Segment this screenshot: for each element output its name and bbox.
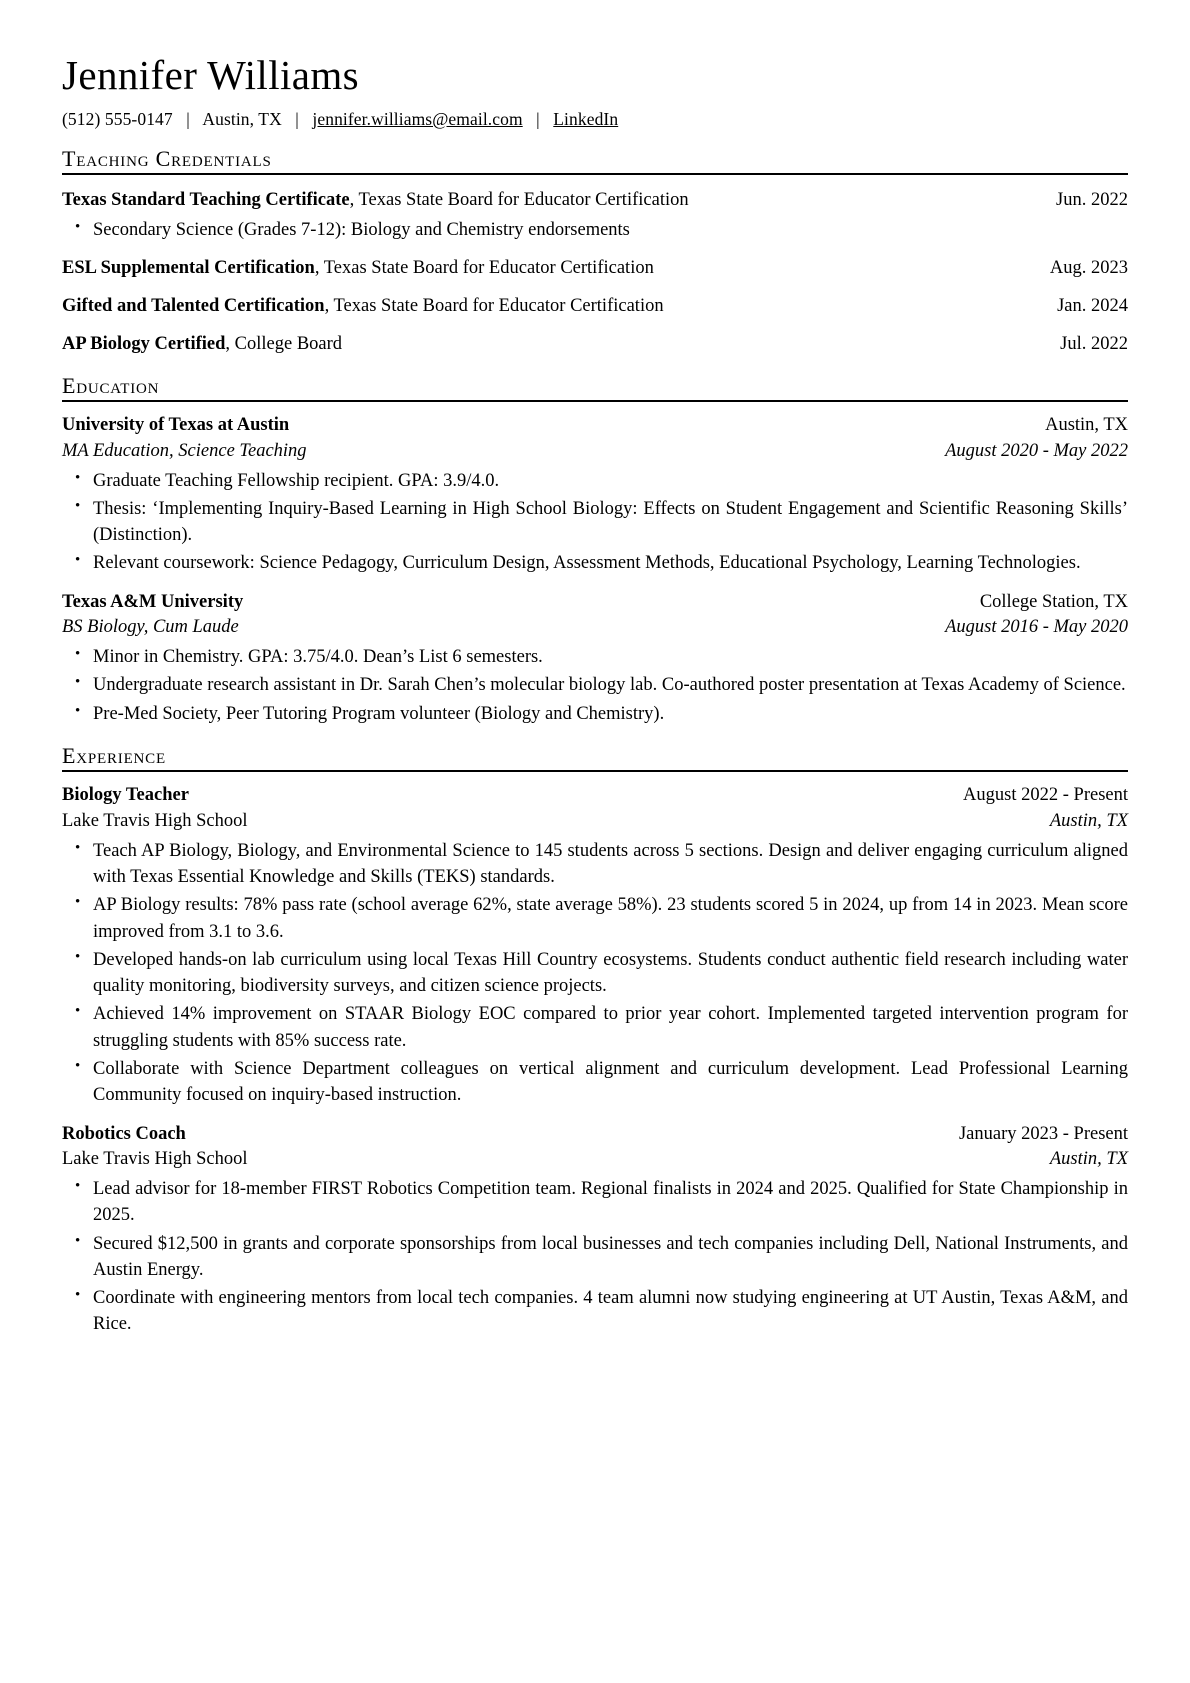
credential-comma: , xyxy=(314,258,320,279)
credential-issuer: Texas State Board for Educator Certification xyxy=(323,258,654,279)
school-name: University of Texas at Austin xyxy=(62,415,290,436)
list-item: • Graduate Teaching Fellowship recipient. GPA: 3.9/4.0. xyxy=(62,468,1128,494)
list-item: • Teach AP Biology, Biology, and Environmental Science to 145 students across 5 sections. Design and deliver engaging curriculum aligned with Texas Essential Knowledge and Skills (TEKS) standards. xyxy=(62,838,1128,891)
credential-date: Jul. 2022 xyxy=(1060,333,1128,354)
degree-dates: August 2020 - May 2022 xyxy=(945,440,1128,461)
contact-separator: | xyxy=(295,109,299,130)
credential-comma: , xyxy=(349,190,355,211)
job-title: Robotics Coach xyxy=(62,1123,186,1144)
experience-entry xyxy=(62,1122,1128,1338)
experience-bullets xyxy=(62,838,1128,1109)
education-entry-line2 xyxy=(62,439,1128,464)
list-item: • Secured $12,500 in grants and corporate sponsorships from local businesses and tech companies including Dell, National Instruments, and Austin Energy. xyxy=(62,1231,1128,1284)
experience-entry-line1 xyxy=(62,1122,1128,1147)
credential-date: Aug. 2023 xyxy=(1049,258,1128,279)
list-item: • Coordinate with engineering mentors from local tech companies. 4 team alumni now studying engineering at UT Austin, Texas A&M, and Rice. xyxy=(62,1285,1128,1338)
section-title: Teaching Credentials xyxy=(62,146,272,172)
contact-separator: | xyxy=(186,109,190,130)
list-item: • Undergraduate research assistant in Dr. Sarah Chen’s molecular biology lab. Co-authored poster presentation at Texas Academy of Science. xyxy=(62,672,1128,698)
list-item: • Achieved 14% improvement on STAAR Biology EOC compared to prior year cohort. Implemented targeted intervention program for struggling students with 85% success rate. xyxy=(62,1001,1128,1054)
credential-date: Jun. 2022 xyxy=(1056,190,1128,211)
education-entry-line2 xyxy=(62,615,1128,640)
location-text: Austin, TX xyxy=(202,109,282,130)
degree-title: MA Education, Science Teaching xyxy=(62,440,307,461)
contact-separator: | xyxy=(536,109,540,130)
job-location: Austin, TX xyxy=(1049,811,1128,832)
list-item: • Secondary Science (Grades 7-12): Biology and Chemistry endorsements xyxy=(62,217,1128,243)
section-teaching-credentials-header xyxy=(62,146,1128,175)
experience-entry-line2 xyxy=(62,1147,1128,1172)
credential-date: Jan. 2024 xyxy=(1057,296,1128,317)
job-location: Austin, TX xyxy=(1049,1149,1128,1170)
education-entry-line1 xyxy=(62,590,1128,615)
credential-issuer: Texas State Board for Educator Certification xyxy=(333,296,664,317)
list-item: • Relevant coursework: Science Pedagogy, Curriculum Design, Assessment Methods, Educational Psychology, Learning Technologies. xyxy=(62,550,1128,576)
section-rule xyxy=(62,770,1128,772)
experience-entry xyxy=(62,783,1128,1108)
list-item: • Lead advisor for 18-member FIRST Robotics Competition team. Regional finalists in 2024 and 2025. Qualified for State Championship in 2025. xyxy=(62,1176,1128,1229)
section-title: Education xyxy=(62,372,160,398)
section-rule xyxy=(62,400,1128,402)
list-item: • Minor in Chemistry. GPA: 3.75/4.0. Dean’s List 6 semesters. xyxy=(62,644,1128,670)
credential-comma: , xyxy=(225,333,231,354)
credential-name: Gifted and Talented Certification xyxy=(62,296,325,317)
credential-name: AP Biology Certified xyxy=(62,333,226,354)
credential-row xyxy=(62,294,1128,319)
candidate-name: Jennifer Williams xyxy=(62,52,360,98)
credential-issuer: Texas State Board for Educator Certification xyxy=(358,190,689,211)
education-entry xyxy=(62,590,1128,727)
section-education-header xyxy=(62,373,1128,402)
job-title: Biology Teacher xyxy=(62,785,189,806)
employer-name: Lake Travis High School xyxy=(62,1149,248,1170)
experience-bullets xyxy=(62,1176,1128,1338)
employer-name: Lake Travis High School xyxy=(62,811,248,832)
school-name: Texas A&M University xyxy=(62,591,244,612)
list-item: • Thesis: ‘Implementing Inquiry-Based Learning in High School Biology: Effects on Student Engagement and Scientific Reasoning Skills’ (Distinction). xyxy=(62,496,1128,549)
credential-issuer: College Board xyxy=(234,333,343,354)
section-title: Experience xyxy=(62,743,166,769)
experience-entry-line2 xyxy=(62,809,1128,834)
list-item: • Pre-Med Society, Peer Tutoring Program volunteer (Biology and Chemistry). xyxy=(62,701,1128,727)
section-experience-header xyxy=(62,743,1128,772)
list-item: • AP Biology results: 78% pass rate (school average 62%, state average 58%). 23 students scored 5 in 2024, up from 14 in 2023. Mean score improved from 3.1 to 3.6. xyxy=(62,892,1128,945)
degree-dates: August 2016 - May 2020 xyxy=(945,617,1128,638)
experience-entry-line1 xyxy=(62,783,1128,808)
credential-name: ESL Supplemental Certification xyxy=(62,258,315,279)
contact-line xyxy=(62,109,1128,130)
degree-title: BS Biology, Cum Laude xyxy=(62,617,239,638)
linkedin-link[interactable]: LinkedIn xyxy=(553,109,619,130)
education-bullets xyxy=(62,468,1128,577)
school-location: College Station, TX xyxy=(979,591,1128,612)
credential-row xyxy=(62,188,1128,213)
phone-number: (512) 555-0147 xyxy=(62,109,173,130)
job-dates: January 2023 - Present xyxy=(958,1123,1128,1144)
email-link[interactable]: jennifer.williams@email.com xyxy=(312,109,523,130)
credential-name: Texas Standard Teaching Certificate xyxy=(62,190,350,211)
credential-bullets xyxy=(62,217,1128,243)
education-entry-line1 xyxy=(62,413,1128,438)
credential-row xyxy=(62,256,1128,281)
school-location: Austin, TX xyxy=(1045,415,1128,436)
job-dates: August 2022 - Present xyxy=(963,785,1128,806)
education-bullets xyxy=(62,644,1128,727)
credential-comma: , xyxy=(324,296,330,317)
list-item: • Collaborate with Science Department colleagues on vertical alignment and curriculum development. Lead Professional Learning Community focused on inquiry-based instruction. xyxy=(62,1056,1128,1109)
list-item: • Developed hands-on lab curriculum using local Texas Hill Country ecosystems. Students conduct authentic field research including water quality monitoring, biodiversity surveys, and citizen science projects. xyxy=(62,947,1128,1000)
credential-row xyxy=(62,332,1128,357)
education-entry xyxy=(62,413,1128,577)
section-rule xyxy=(62,173,1128,175)
